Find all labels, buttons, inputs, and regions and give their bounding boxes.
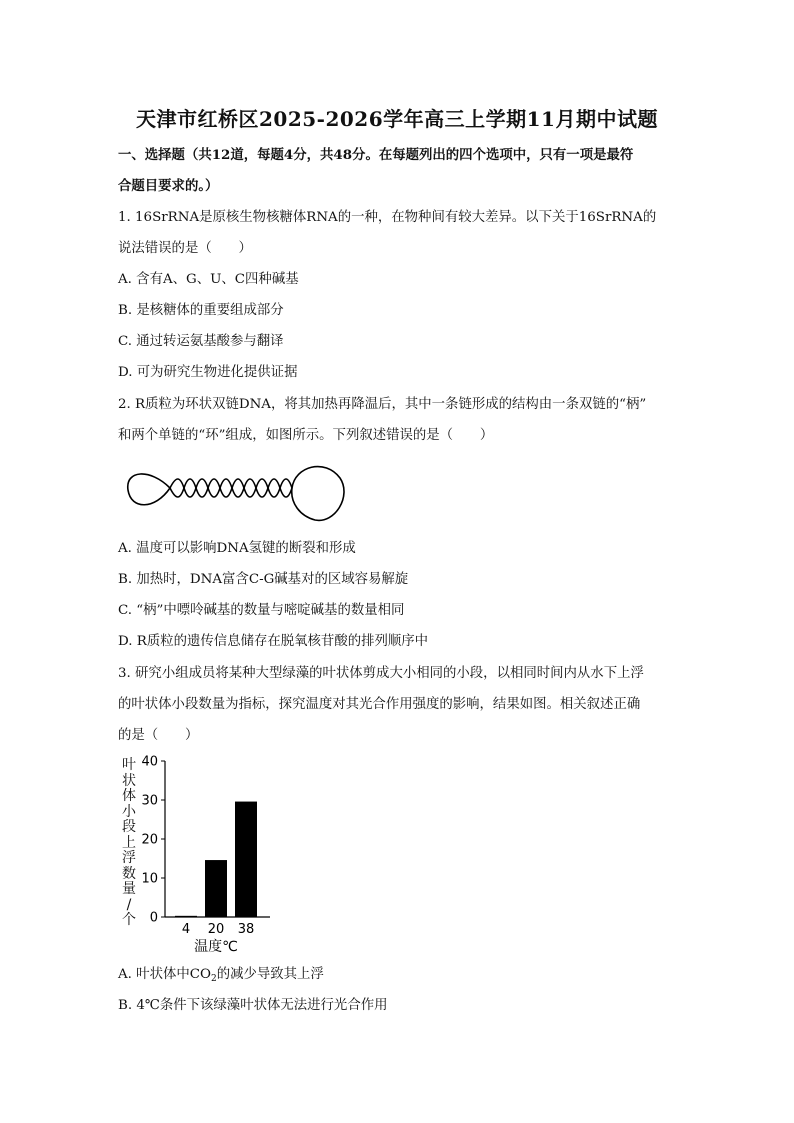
q3-option-a-text: A. 叶状体中CO: [118, 967, 211, 982]
y-tick-label: 30: [141, 793, 158, 809]
bar: [235, 802, 257, 917]
page-title: 天津市红桥区2025-2026学年高三上学期11月期中试题: [136, 107, 658, 131]
section-instruction-line1: 一、选择题（共12道，每题4分，共48分。在每题列出的四个选项中，只有一项是最符: [118, 147, 634, 163]
q3-option-a-subscript: 2: [210, 974, 217, 984]
y-label-char: 叶: [122, 757, 136, 773]
q3-stem-line2: 的叶状体小段数量为指标，探究温度对其光合作用强度的影响，结果如图。相关叙述正确: [118, 697, 641, 712]
q1-option-d: D. 可为研究生物进化提供证据: [118, 365, 298, 380]
dna-strand-bottom: [170, 479, 292, 497]
y-tick-label: 0: [149, 910, 158, 926]
q2-option-b: B. 加热时，DNA富含C-G碱基对的区域容易解旋: [118, 572, 409, 587]
y-tick-label: 10: [141, 871, 158, 887]
section-instruction-line2: 合题目要求的。）: [118, 178, 219, 194]
y-label-char: 段: [122, 819, 136, 835]
dna-strand-top: [170, 479, 292, 497]
q2-option-d: D. R质粒的遗传信息储存在脱氧核苷酸的排列顺序中: [118, 634, 429, 649]
x-tick-label: 20: [207, 922, 225, 937]
temperature-bar-chart: [115, 752, 285, 962]
y-label-char: 浮: [122, 850, 136, 866]
q1-stem-line2: 说法错误的是（ ）: [118, 241, 252, 256]
q2-option-c: C. “柄”中嘌呤碱基的数量与嘧啶碱基的数量相同: [118, 603, 405, 618]
q3-option-a: [118, 966, 324, 988]
q3-option-a-text-end: 的减少导致其上浮: [216, 967, 324, 982]
bar: [175, 916, 197, 917]
q1-option-b: B. 是核糖体的重要组成部分: [118, 303, 284, 318]
y-tick-label: 20: [141, 832, 158, 848]
bar: [205, 860, 227, 917]
q2-stem-line2: 和两个单链的“环”组成，如图所示。下列叙述错误的是（ ）: [118, 428, 494, 443]
x-axis-label: 温度℃: [194, 939, 238, 955]
q3-option-b: B. 4℃条件下该绿藻叶状体无法进行光合作用: [118, 998, 388, 1013]
q2-option-a: A. 温度可以影响DNA氢键的断裂和形成: [118, 541, 356, 556]
y-label-char: 数: [122, 865, 136, 882]
q3-stem-line3: 的是（ ）: [118, 728, 199, 743]
q1-stem-line1: 1. 16SrRNA是原核生物核糖体RNA的一种，在物种间有较大差异。以下关于16SrRNA的: [118, 210, 657, 225]
y-label-char: 体: [122, 788, 136, 804]
y-label-char: 状: [122, 772, 136, 789]
x-tick-label: 38: [237, 922, 255, 937]
y-label-char: 小: [122, 803, 136, 820]
q1-option-c: C. 通过转运氨基酸参与翻译: [118, 334, 284, 349]
q1-option-a: A. 含有A、G、U、C四种碱基: [118, 272, 299, 287]
y-label-char: 个: [122, 912, 136, 928]
dna-hairpin-figure: [120, 458, 350, 528]
dna-large-loop: [292, 467, 344, 521]
q2-stem-line1: 2. R质粒为环状双链DNA，将其加热再降温后，其中一条链形成的结构由一条双链的“柄”: [118, 397, 647, 412]
y-label-char: 量: [122, 881, 136, 897]
q3-stem-line1: 3. 研究小组成员将某种大型绿藻的叶状体剪成大小相同的小段，以相同时间内从水下上浮: [118, 666, 644, 681]
y-label-char: /: [126, 896, 132, 913]
x-tick-label: 4: [181, 922, 191, 937]
y-label-char: 上: [122, 834, 136, 851]
y-tick-label: 40: [141, 754, 158, 770]
dna-small-loop: [128, 474, 170, 505]
